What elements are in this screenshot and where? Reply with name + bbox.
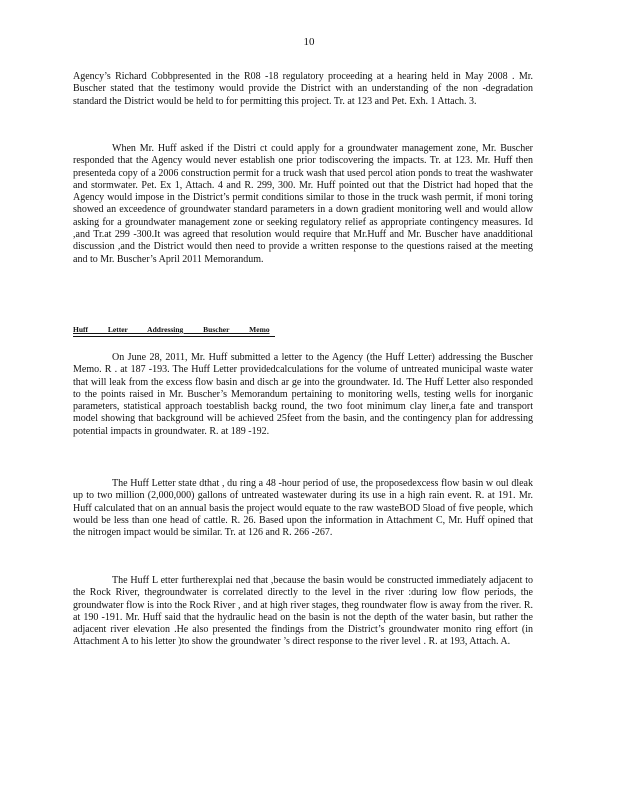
heading-underline: [73, 336, 275, 337]
paragraph-cobb-testimony: Agency’s Richard Cobbpresented in the R08 -18 regulatory proceeding at a hearing held in May 2008 . Mr. Buscher stated that the testimony would provide the District with an understanding of the non -degradation standard the District would be held to for permitting this project. Tr. at 123 and Pet. Exh. 1 Attach. 3.: [73, 71, 533, 107]
paragraph-groundwater-zone: When Mr. Huff asked if the Distri ct could apply for a groundwater management zone, Mr. Buscher responded that the Agency would never establish one prior todiscovering the impacts. Tr. at 123. Mr. Huff then presenteda copy of a 2006 construction permit for a truck wash that used percol ation ponds to treat the washwater and stormwater. Pet. Ex 1, Attach. 4 and R. 299, 300. Mr. Huff pointed out that the District had hoped that the Agency would impose in the District’s permit conditions similar to those in the truck wash permit, if moni toring showed an exceedence of groundwater standard parameters in a down gradient monitoring well and would allow asking for a groundwater management zone or seeking regulatory relief as appropriate contingency measures. Id ,and Tr.at 299 -300.It was agreed that resolution would require that Mr.Huff and Mr. Buscher have anadditional discussion ,and the District would then need to provide a written response to the questions raised at the meeting and to Mr. Buscher’s April 2011 Memorandum.: [73, 143, 533, 265]
paragraph-huff-letter-submission: On June 28, 2011, Mr. Huff submitted a letter to the Agency (the Huff Letter) addressing the Buscher Memo. R . at 187 -193. The Huff Letter providedcalculations for the volume of untreated municipal waste water that will leak from the excess flow basin and disch ar ge into the groundwater. Id. The Huff Letter also responded to the points raised in Mr. Buscher’s Memorandum pertaining to monitoring wells, testing wells for inorganic parameters, statistical approach toestablish backg round, the two foot minimum clay liner,a fate and transport model showing that background will be achieved 25feet from the basin, and the contingency plan for addressing potential impacts in groundwater. R. at 189 -192.: [73, 352, 533, 437]
page-number: 10: [303, 36, 315, 48]
paragraph-river-correlation: The Huff L etter furtherexplai ned that ,because the basin would be constructed immediately adjacent to the Rock River, thegroundwater is correlated directly to the level in the river :during low flow periods, the groundwater flow is into the Rock River , and at high river stages, theg roundwater flow is away from the river. R. at 190 -191. Mr. Huff said that the hydraulic head on the basin is not the depth of the water basin, but rather the adjacent river elevation .He also presented the findings from the District’s groundwater monito ring effort (in Attachment A to his letter )to show the groundwater ’s direct response to the river level . R. at 193, Attach. A.: [73, 575, 533, 648]
section-heading: Huff Letter Addressing Buscher Memo: [73, 325, 270, 334]
paragraph-leak-calculation: The Huff Letter state dthat , du ring a 48 -hour period of use, the proposedexcess flow basin w oul dleak up to two million (2,000,000) gallons of untreated wastewater during its use in a high rain event. R. at 191. Mr. Huff calculated that on an annual basis the project would equate to the raw wasteBOD 5load of five people, which would be less than one head of cattle. R. 26. Based upon the information in Attachment C, Mr. Huff opined that the nitrogen impact would be similar. Tr. at 126 and R. 266 -267.: [73, 478, 533, 539]
